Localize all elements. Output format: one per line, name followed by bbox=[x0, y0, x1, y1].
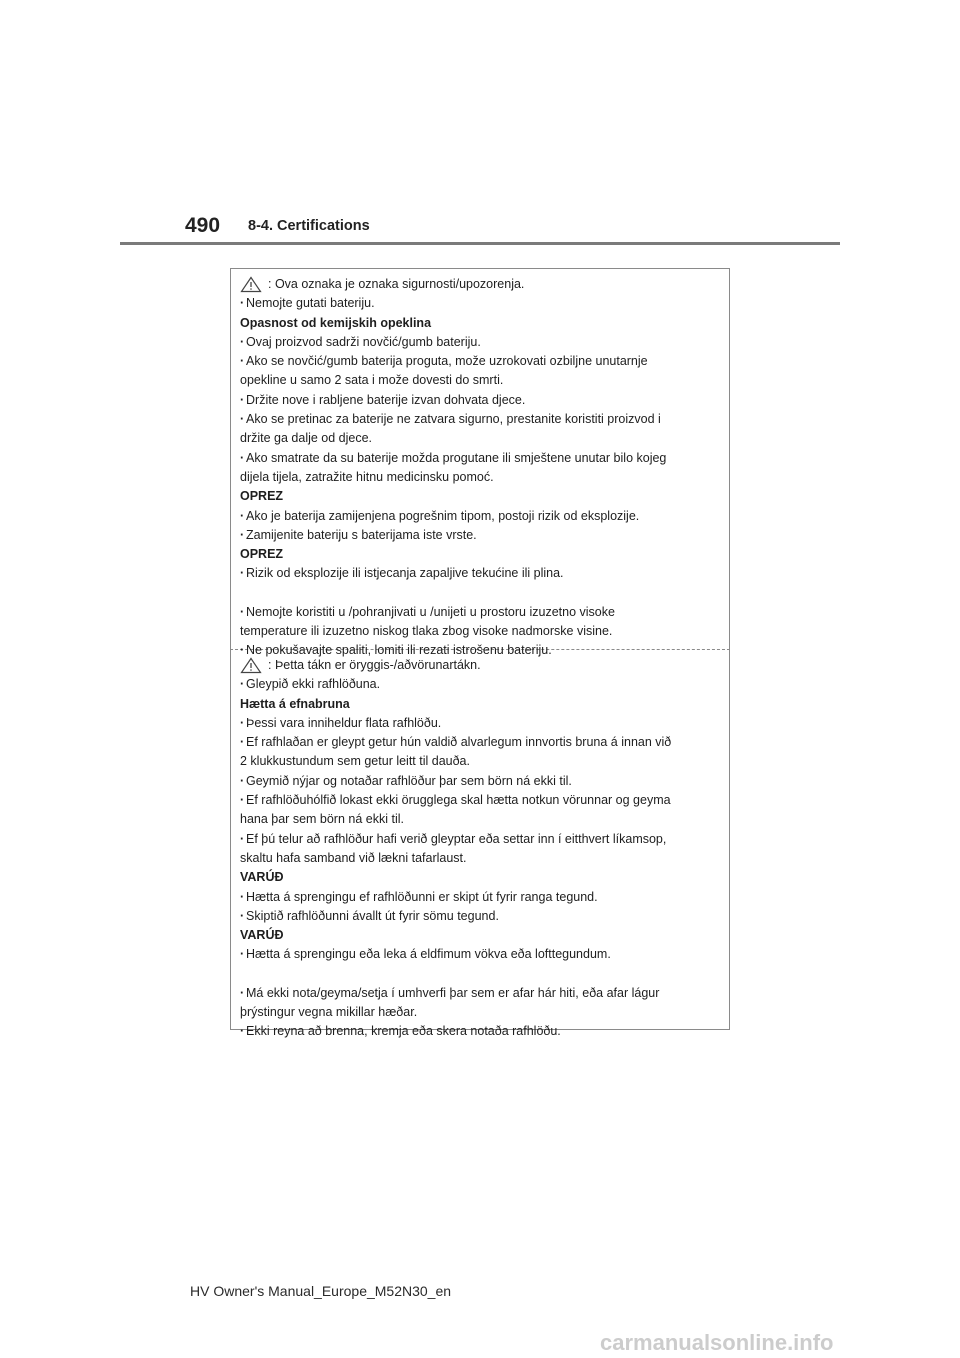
section-title: 8-4. Certifications bbox=[248, 218, 370, 234]
bullet-item bbox=[240, 526, 719, 545]
line-text: Nemojte koristiti u /pohranjivati u /unijeti u prostoru izuzetno visoke bbox=[246, 604, 615, 619]
line-text: Ako se pretinac za baterije ne zatvara sigurno, prestanite koristiti proizvod i bbox=[246, 412, 661, 427]
bullet-item bbox=[240, 294, 719, 313]
icelandic-symbol-text: : Þetta tákn er öryggis-/aðvörunartákn. bbox=[268, 658, 481, 672]
bullet-dot-icon: · bbox=[240, 527, 245, 542]
bullet-dot-icon: · bbox=[240, 677, 245, 692]
bullet-dot-icon: · bbox=[240, 735, 245, 750]
bullet-item bbox=[240, 603, 719, 622]
bullet-item bbox=[240, 564, 719, 583]
bullet-dot-icon: · bbox=[240, 985, 245, 1000]
text-line bbox=[240, 371, 719, 390]
bullet-item bbox=[240, 772, 719, 791]
text-line bbox=[240, 810, 719, 829]
bullet-dot-icon: · bbox=[240, 354, 245, 369]
bullet-dot-icon: · bbox=[240, 947, 245, 962]
icelandic-text-block bbox=[240, 675, 719, 1041]
paragraph-gap bbox=[240, 965, 719, 984]
bullet-item bbox=[240, 907, 719, 926]
paragraph-gap bbox=[240, 584, 719, 603]
line-text: Ef þú telur að rafhlöður hafi verið gleyptar eða settar inn í eitthvert líkamsop, bbox=[246, 831, 667, 846]
bullet-dot-icon: · bbox=[240, 715, 245, 730]
croatian-symbol-text: : Ova oznaka je oznaka sigurnosti/upozorenja. bbox=[268, 277, 525, 291]
line-text: Ne pokušavajte spaliti, lomiti ili rezati istrošenu bateriju. bbox=[246, 643, 552, 658]
text-line bbox=[240, 622, 719, 641]
bullet-dot-icon: · bbox=[240, 604, 245, 619]
text-line bbox=[240, 1003, 719, 1022]
line-text: Þessi vara inniheldur flata rafhlöðu. bbox=[246, 715, 442, 730]
line-text: dijela tijela, zatražite hitnu medicinsku pomoć. bbox=[240, 469, 494, 484]
bullet-dot-icon: · bbox=[240, 908, 245, 923]
label-heading bbox=[240, 695, 719, 714]
page-number: 490 bbox=[185, 214, 221, 237]
manual-footer: HV Owner's Manual_Europe_M52N30_en bbox=[190, 1283, 452, 1299]
line-text: Držite nove i rabljene baterije izvan dohvata djece. bbox=[246, 392, 526, 407]
bullet-dot-icon: · bbox=[240, 773, 245, 788]
line-text: OPREZ bbox=[240, 489, 284, 504]
label-heading bbox=[240, 314, 719, 333]
line-text: þrýstingur vegna mikillar hæðar. bbox=[240, 1005, 418, 1020]
bullet-dot-icon: · bbox=[240, 793, 245, 808]
bullet-dot-icon: · bbox=[240, 643, 245, 658]
bullet-item bbox=[240, 507, 719, 526]
line-text: opekline u samo 2 sata i može dovesti do smrti. bbox=[240, 373, 504, 388]
line-text: Skiptið rafhlöðunni ávallt út fyrir sömu tegund. bbox=[246, 908, 499, 923]
bullet-item bbox=[240, 984, 719, 1003]
bullet-dot-icon: · bbox=[240, 392, 245, 407]
croatian-warning-label bbox=[230, 268, 730, 658]
icelandic-symbol-row bbox=[240, 656, 719, 675]
bullet-item bbox=[240, 333, 719, 352]
bullet-dot-icon: · bbox=[240, 566, 245, 581]
line-text: Ekki reyna að brenna, kremja eða skera notaða rafhlöðu. bbox=[246, 1024, 561, 1039]
line-text: Gleypið ekki rafhlöðuna. bbox=[246, 677, 381, 692]
line-text: Ef rafhlaðan er gleypt getur hún valdið alvarlegum innvortis bruna á innan við bbox=[246, 735, 672, 750]
line-text: skaltu hafa samband við lækni tafarlaust. bbox=[240, 850, 467, 865]
line-text: Ef rafhlöðuhólfið lokast ekki örugglega skal hætta notkun vörunnar og geyma bbox=[246, 793, 671, 808]
line-text: Má ekki nota/geyma/setja í umhverfi þar sem er afar hár hiti, eða afar lágur bbox=[246, 985, 660, 1000]
line-text: Ovaj proizvod sadrži novčić/gumb bateriju. bbox=[246, 334, 481, 349]
bullet-dot-icon: · bbox=[240, 508, 245, 523]
line-text: Hætta á sprengingu ef rafhlöðunni er skipt út fyrir ranga tegund. bbox=[246, 889, 598, 904]
text-line bbox=[240, 468, 719, 487]
line-text: Opasnost od kemijskih opeklina bbox=[240, 315, 432, 330]
text-line bbox=[240, 849, 719, 868]
line-text: OPREZ bbox=[240, 547, 284, 562]
bullet-item bbox=[240, 675, 719, 694]
bullet-item bbox=[240, 733, 719, 752]
croatian-text-block bbox=[240, 294, 719, 660]
line-text: VARÚÐ bbox=[240, 928, 284, 943]
text-line bbox=[240, 429, 719, 448]
line-text: Geymið nýjar og notaðar rafhlöður þar sem börn ná ekki til. bbox=[246, 773, 572, 788]
bullet-dot-icon: · bbox=[240, 296, 245, 311]
bullet-item bbox=[240, 714, 719, 733]
line-text: temperature ili izuzetno niskog tlaka zbog visoke nadmorske visine. bbox=[240, 624, 613, 639]
line-text: hana þar sem börn ná ekki til. bbox=[240, 812, 404, 827]
label-heading bbox=[240, 868, 719, 887]
bullet-item bbox=[240, 888, 719, 907]
bullet-item bbox=[240, 391, 719, 410]
site-watermark: carmanualsonline.info bbox=[600, 1330, 834, 1355]
croatian-symbol-row bbox=[240, 275, 719, 294]
line-text: Rizik od eksplozije ili istjecanja zapaljive tekućine ili plina. bbox=[246, 566, 564, 581]
bullet-item bbox=[240, 791, 719, 810]
warning-triangle-icon bbox=[240, 276, 262, 293]
line-text: Hætta á sprengingu eða leka á eldfimum vökva eða lofttegundum. bbox=[246, 947, 611, 962]
header-divider bbox=[120, 242, 840, 245]
icelandic-warning-label bbox=[230, 650, 730, 1039]
line-text: Hætta á efnabruna bbox=[240, 696, 350, 711]
line-text: Nemojte gutati bateriju. bbox=[246, 296, 375, 311]
line-text: 2 klukkustundum sem getur leitt til dauða. bbox=[240, 754, 470, 769]
line-text: Ako je baterija zamijenjena pogrešnim tipom, postoji rizik od eksplozije. bbox=[246, 508, 640, 523]
label-heading bbox=[240, 926, 719, 945]
bullet-dot-icon: · bbox=[240, 1024, 245, 1039]
bullet-item bbox=[240, 449, 719, 468]
bullet-item bbox=[240, 410, 719, 429]
line-text: držite ga dalje od djece. bbox=[240, 431, 373, 446]
bullet-dot-icon: · bbox=[240, 412, 245, 427]
bullet-item bbox=[240, 945, 719, 964]
line-text: Ako smatrate da su baterije možda progutane ili smještene unutar bilo kojeg bbox=[246, 450, 667, 465]
warning-triangle-icon bbox=[240, 657, 262, 674]
line-text: Ako se novčić/gumb baterija proguta, može uzrokovati ozbiljne unutarnje bbox=[246, 354, 648, 369]
line-text: Zamijenite bateriju s baterijama iste vrste. bbox=[246, 527, 477, 542]
label-heading bbox=[240, 545, 719, 564]
bullet-item bbox=[240, 830, 719, 849]
bullet-item bbox=[240, 352, 719, 371]
bullet-dot-icon: · bbox=[240, 831, 245, 846]
bullet-item bbox=[240, 1022, 719, 1041]
bullet-dot-icon: · bbox=[240, 334, 245, 349]
bullet-dot-icon: · bbox=[240, 450, 245, 465]
label-heading bbox=[240, 487, 719, 506]
text-line bbox=[240, 752, 719, 771]
line-text: VARÚÐ bbox=[240, 870, 284, 885]
bullet-dot-icon: · bbox=[240, 889, 245, 904]
